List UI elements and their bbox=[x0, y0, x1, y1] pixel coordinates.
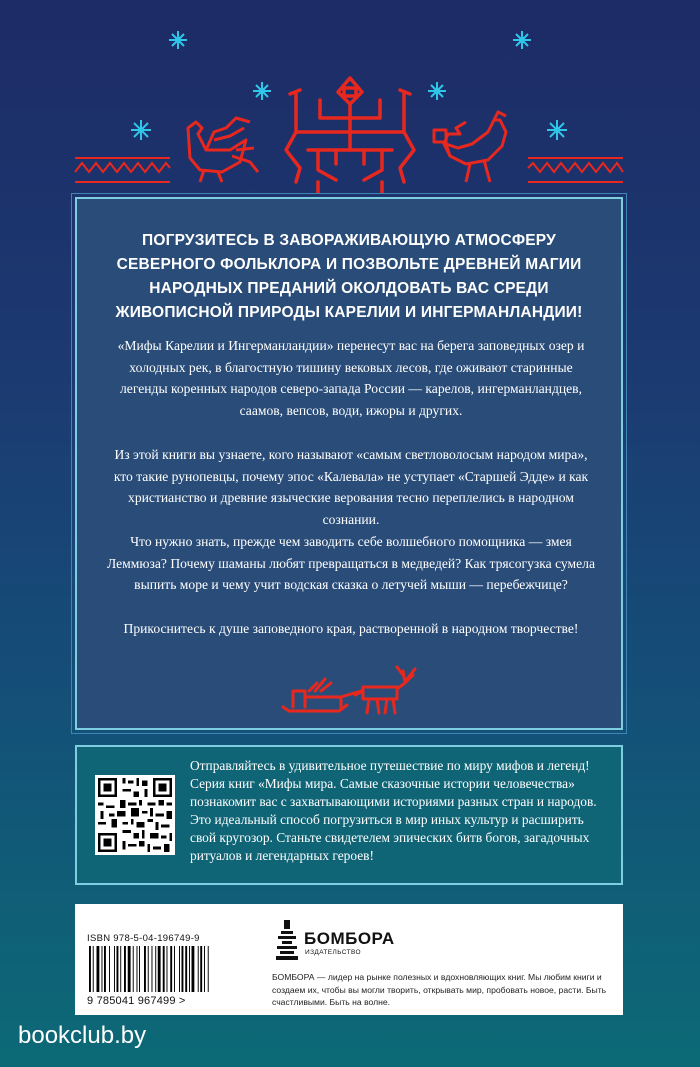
description-paragraph: Из этой книги вы узнаете, кого называют «самым светловолосым народом мира», кто такие рунопевцы, почему эпос «Калевала» не уступает «Старшей Эдде» и как христианство и древние языческие верования тесно переплелись в народном сознании. bbox=[113, 447, 589, 527]
isbn-label: ISBN 978-5-04-196749-9 bbox=[87, 933, 200, 944]
description-paragraph: Что нужно знать, прежде чем заводить себе волшебного помощника — змея Леммюза? Почему шаманы любят превращаться в медведей? Как трясогузка сумела выпить море и чему учит водская сказка о летучей мыши — перебежчице? bbox=[106, 534, 596, 592]
bird-ornament-icon bbox=[188, 118, 258, 182]
snowflake-icon bbox=[253, 82, 271, 100]
zigzag-band-icon bbox=[528, 158, 623, 182]
site-watermark: bookclub.by bbox=[18, 1022, 147, 1049]
snowflake-icon bbox=[131, 120, 151, 140]
publisher-subtitle: ИЗДАТЕЛЬСТВО bbox=[305, 949, 361, 956]
barcode-icon bbox=[87, 946, 257, 1000]
snowflake-icon bbox=[547, 120, 567, 140]
description-paragraph: «Мифы Карелии и Ингерманландии» перенесут вас на берега заповедных озер и холодных рек, в благостную тишину вековых лесов, где оживают старинные легенды коренных народов северо-запада России — карелов, ингерманландцев, саамов, вепсов, води, ижоры и других. bbox=[117, 338, 585, 418]
snowflake-icon bbox=[513, 31, 531, 49]
description-panel bbox=[75, 197, 623, 730]
series-info-panel bbox=[75, 745, 623, 885]
publisher-logo-icon bbox=[275, 918, 299, 966]
reindeer-sleigh-ornament-icon bbox=[279, 661, 419, 719]
publisher-description: БОМБОРА — лидер на рынке полезных и вдохновляющих книг. Мы любим книги и создаем их, чтобы вы могли творить, открывать мир, пробовать новое, расти. Быть счастливыми. Быть на волне. bbox=[272, 972, 607, 1007]
snowflake-icon bbox=[169, 31, 187, 49]
zigzag-band-icon bbox=[75, 158, 170, 182]
barcode-digits: 9 785041 967499 > bbox=[87, 995, 186, 1007]
bird-ornament-icon bbox=[434, 112, 506, 182]
series-description: Отправляйтесь в удивительное путешествие по миру мифов и легенд! Серия книг «Мифы мира. Самые сказочные истории человечества» познакомит вас с захватывающими историями разных стран и народов. Это идеальный способ погрузиться в мир иных культур и расширить свой кругозор. Станьте свидетелем эпических битв богов, загадочных ритуалов и легендарных героев! bbox=[190, 758, 597, 863]
headline: ПОГРУЗИТЕСЬ В ЗАВОРАЖИВАЮЩУЮ АТМОСФЕРУ СЕВЕРНОГО ФОЛЬКЛОРА И ПОЗВОЛЬТЕ ДРЕВНЕЙ МАГИИ НАРОДНЫХ ПРЕДАНИЙ ОКОЛДОВАТЬ ВАС СРЕДИ ЖИВОПИСНОЙ ПРИРОДЫ КАРЕЛИИ И ИНГЕРМАНЛАНДИИ! bbox=[115, 232, 583, 321]
description-paragraph: Прикоснитесь к душе заповедного края, растворенной в народном творчестве! bbox=[123, 621, 579, 636]
publisher-name: БОМБОРА bbox=[304, 929, 395, 948]
tree-of-life-ornament-icon bbox=[286, 78, 414, 192]
folk-ornament-header bbox=[0, 0, 700, 200]
barcode-panel bbox=[75, 904, 623, 1015]
qr-code-icon[interactable] bbox=[95, 775, 175, 855]
snowflake-icon bbox=[428, 82, 446, 100]
